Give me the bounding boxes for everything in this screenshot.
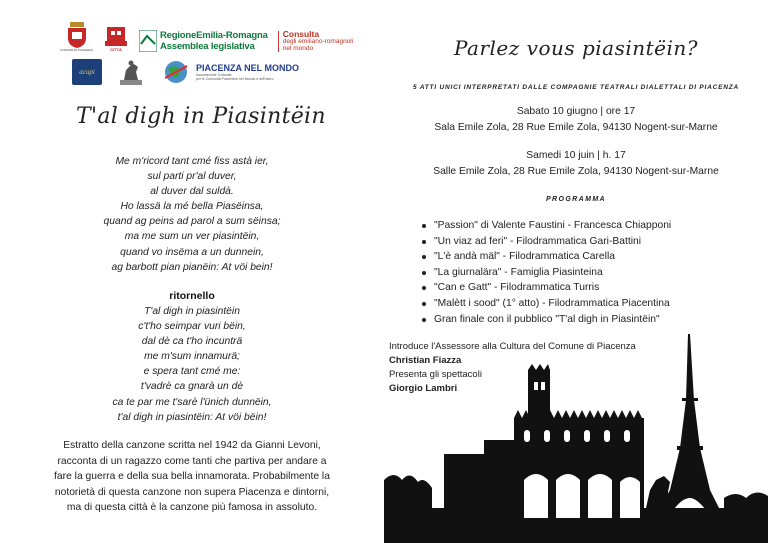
right-panel — [384, 0, 768, 543]
refrain-line: t'al digh in piasintëin: At vöi bëin! — [117, 411, 267, 423]
refrain-line: ca te par me t'sarè l'ünich dunnëin, — [112, 396, 272, 408]
poem-line: quand ag peins ad parol a sum sëinsa; — [103, 216, 281, 228]
program-item: Gran finale con il pubblico "T'al digh in Piasintëin" — [420, 312, 671, 328]
right-title: Parlez vous piasintëin? — [453, 36, 699, 60]
song-note — [14, 438, 370, 516]
emblem-logo — [118, 58, 144, 86]
globe-icon — [160, 60, 192, 84]
refrain-line: t'vadrè ca gnarà un dè — [140, 381, 244, 393]
event-french — [384, 148, 768, 180]
regione-logo — [139, 30, 268, 52]
refrain-heading: ritornello — [169, 290, 215, 302]
intro-name1: Christian Fiazza — [389, 355, 462, 366]
refrain-line: c't'ho seimpar vuri bëin, — [138, 321, 246, 333]
event-date-fr: Samedi 10 juin | h. 17 — [526, 150, 626, 161]
consulta-line2: nel mondo — [282, 45, 314, 52]
pnm-logo — [160, 60, 299, 84]
refrain-line: dal dè ca t'ho incunträ — [141, 336, 243, 348]
note-line: Estratto della canzone scritta nel 1942 da Gianni Levoni, — [63, 440, 321, 451]
refrain-line: T'al digh in piasintëin — [144, 306, 240, 317]
poem-line: al duver dal suldà. — [150, 186, 234, 198]
refrain-verse — [0, 304, 384, 425]
regione-mark-icon — [139, 30, 157, 52]
event-venue-fr: Salle Emile Zola, 28 Rue Emile Zola, 94130 Nogent-sur-Marne — [433, 166, 719, 177]
logo-row-bottom — [72, 58, 299, 86]
poem-line: Ho lassä la mé bella Piasëinsa, — [120, 201, 264, 213]
poem-line: Me m'ricord tant cmé fiss astà ier, — [115, 156, 269, 167]
citta-emblem-icon — [103, 25, 129, 47]
poem-verse — [0, 154, 384, 275]
note-line: racconta di un ragazzo come tanti che partiva per andare a — [57, 455, 327, 467]
poem-line: ma me sum un ver piasintëin, — [124, 231, 260, 243]
right-subtitle: 5 ATTI UNICI INTERPRETATI DALLE COMPAGNIE TEATRALI DIALETTALI DI PIACENZA — [412, 84, 740, 91]
program-item: "Malètt i sood" (1° atto) - Filodrammatica Piacentina — [420, 296, 671, 312]
program-item: "Can e Gatt" - Filodrammatica Turris — [420, 280, 671, 296]
citta-logo — [103, 25, 129, 52]
intro-line1: Introduce l'Assessore alla Cultura del Comune di Piacenza — [389, 341, 636, 352]
comune-crest-icon — [66, 22, 88, 48]
comune-crest-logo — [60, 22, 93, 52]
regione-line1: RegioneEmilia-Romagna — [160, 30, 268, 41]
program-item: "L'è andà mäl" - Filodrammatica Carella — [420, 249, 671, 265]
logo-row-top — [60, 22, 353, 52]
trees-right-silhouette — [724, 492, 768, 543]
regione-line2: Assemblea legislativa — [160, 41, 255, 52]
program-item: "Un viaz ad feri" - Filodrammatica Gari-Battini — [420, 234, 671, 250]
horse-statue-icon — [118, 58, 144, 86]
intro-line2: Presenta gli spettacoli — [389, 369, 482, 380]
trees-left-silhouette — [384, 475, 432, 543]
pnm-sub2: per le Comunità Piacentine nel Mondo e all'Estero — [196, 77, 274, 81]
consulta-line1: degli emiliano-romagnoli — [282, 38, 354, 45]
poem-line: ag barbott pian pianëin: At vöi bein! — [111, 261, 273, 273]
comune-caption: COMUNE DI PIACENZA — [60, 48, 94, 52]
program-item: "Passion" di Valente Faustini - Francesca Chiapponi — [420, 218, 671, 234]
program-item: "La giurnalära" - Famiglia Piasinteina — [420, 265, 671, 281]
event-venue-it: Sala Emile Zola, 28 Rue Emile Zola, 94130 Nogent-sur-Marne — [434, 122, 718, 133]
event-italian — [384, 104, 768, 136]
refrain-line: e spera tant cmé me: — [143, 366, 241, 378]
pnm-sub1: Associazione Culturale — [196, 73, 232, 77]
consulta-logo — [278, 31, 353, 52]
pnm-title: PIACENZA NEL MONDO — [196, 63, 300, 73]
intro-block — [389, 340, 636, 396]
poem-line: sul parti pr'al duver, — [147, 171, 237, 183]
program-list — [420, 218, 671, 327]
intro-name2: Giorgio Lambri — [389, 383, 458, 394]
refrain-line: me m'sum innamurä; — [144, 351, 240, 363]
citta-caption: CITTÀ — [110, 47, 122, 52]
note-line: notorietà di questa canzone non supera Piacenza e dintorni, — [54, 486, 330, 498]
acupi-logo: acupi — [72, 59, 102, 85]
left-title: T'al digh in Piasintëin — [76, 104, 326, 129]
note-line: fare la guerra e della sua bella innamorata. Probabilmente la — [54, 471, 330, 482]
program-heading: PROGRAMMA — [545, 196, 607, 203]
note-line: ma di questa città è la canzone più famosa in assoluto. — [66, 502, 318, 513]
event-date-it: Sabato 10 giugno | ore 17 — [516, 106, 636, 117]
consulta-head: Consulta — [282, 29, 320, 39]
poem-line: quand vo insëma a un dunnein, — [120, 246, 264, 258]
